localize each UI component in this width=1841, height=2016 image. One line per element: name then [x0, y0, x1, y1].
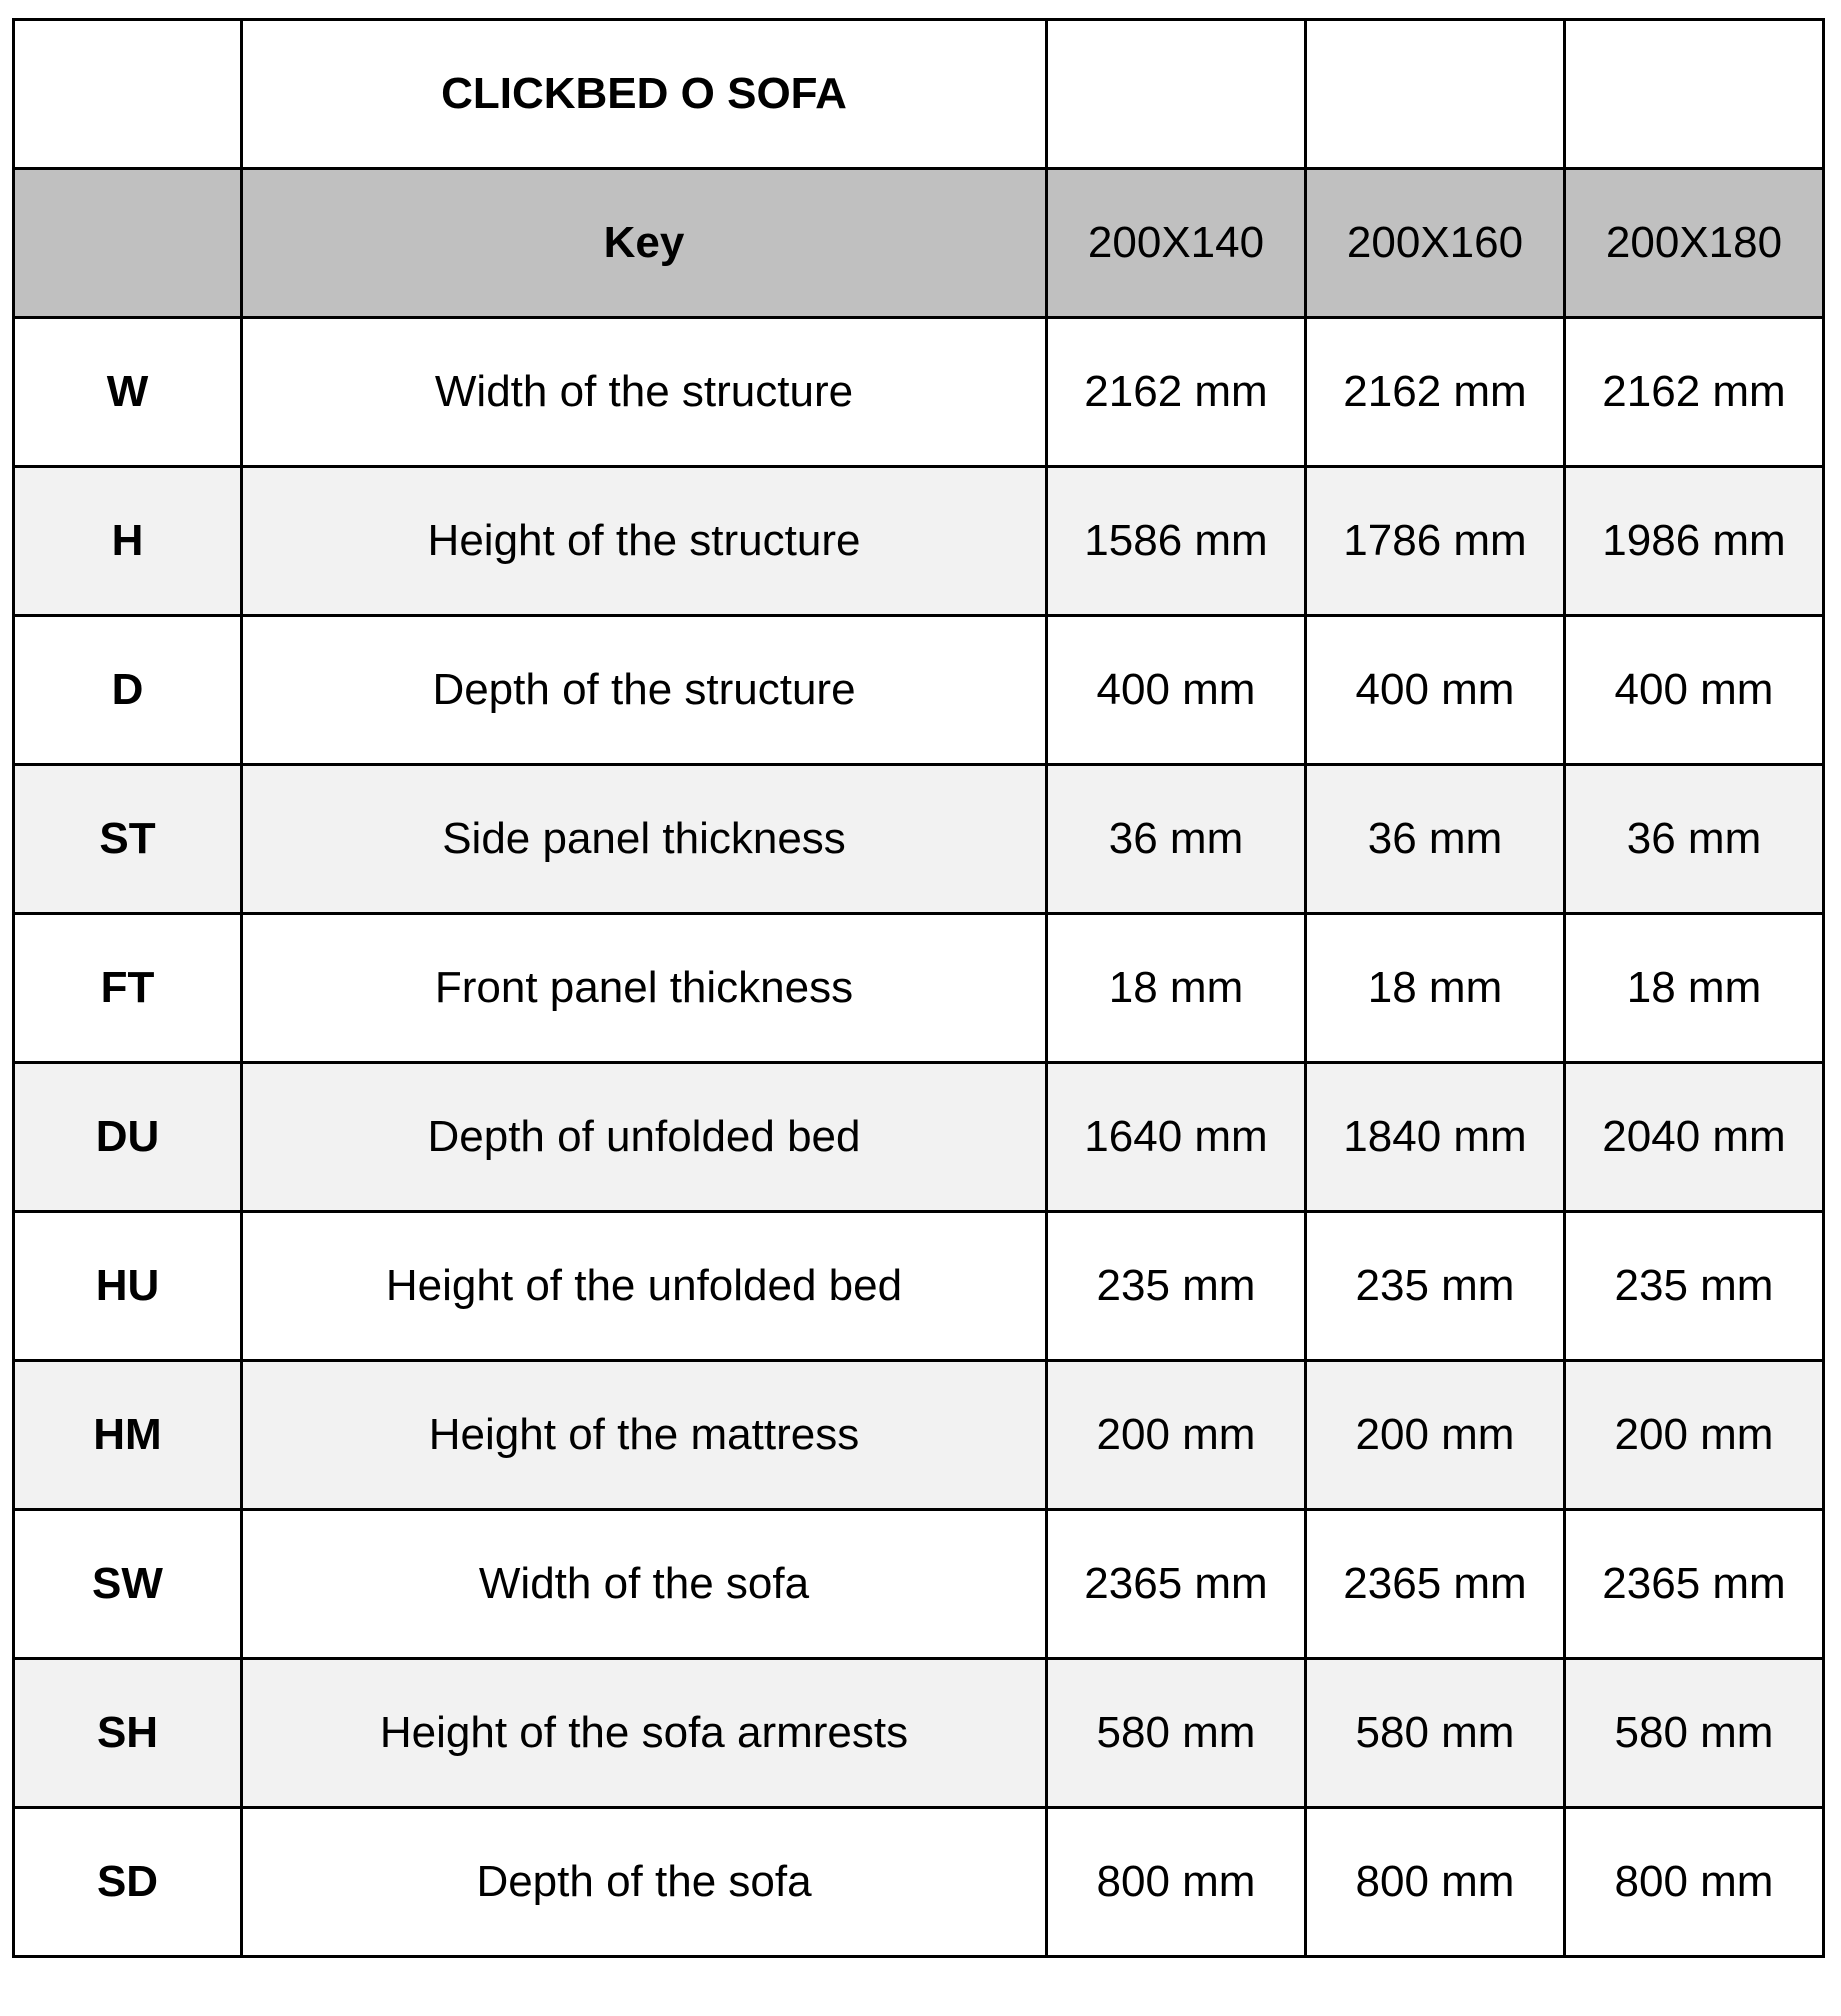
row-value: 200 mm	[1565, 1361, 1824, 1510]
row-value: 18 mm	[1565, 914, 1824, 1063]
row-value: 2162 mm	[1306, 318, 1565, 467]
size-header-200x160: 200X160	[1306, 169, 1565, 318]
row-description: Height of the structure	[242, 467, 1047, 616]
row-description: Width of the sofa	[242, 1510, 1047, 1659]
row-value: 2162 mm	[1047, 318, 1306, 467]
row-value: 2365 mm	[1306, 1510, 1565, 1659]
row-code: DU	[14, 1063, 242, 1212]
row-code: H	[14, 467, 242, 616]
row-value: 36 mm	[1306, 765, 1565, 914]
row-value: 18 mm	[1047, 914, 1306, 1063]
table-row	[14, 1212, 1824, 1361]
row-value: 800 mm	[1565, 1808, 1824, 1957]
row-value: 2365 mm	[1047, 1510, 1306, 1659]
row-code: HU	[14, 1212, 242, 1361]
table-row	[14, 318, 1824, 467]
row-value: 200 mm	[1306, 1361, 1565, 1510]
row-code: D	[14, 616, 242, 765]
table-row	[14, 1659, 1824, 1808]
row-value: 1986 mm	[1565, 467, 1824, 616]
row-description: Depth of the structure	[242, 616, 1047, 765]
row-value: 200 mm	[1047, 1361, 1306, 1510]
row-description: Side panel thickness	[242, 765, 1047, 914]
row-value: 1640 mm	[1047, 1063, 1306, 1212]
row-value: 800 mm	[1306, 1808, 1565, 1957]
empty-cell	[14, 20, 242, 169]
row-code: SH	[14, 1659, 242, 1808]
dimensions-table	[12, 18, 1825, 1958]
row-description: Height of the sofa armrests	[242, 1659, 1047, 1808]
table-row	[14, 1361, 1824, 1510]
row-value: 580 mm	[1306, 1659, 1565, 1808]
row-value: 400 mm	[1306, 616, 1565, 765]
title-row	[14, 20, 1824, 169]
row-value: 400 mm	[1565, 616, 1824, 765]
row-value: 800 mm	[1047, 1808, 1306, 1957]
row-value: 235 mm	[1565, 1212, 1824, 1361]
table-row	[14, 914, 1824, 1063]
row-value: 36 mm	[1565, 765, 1824, 914]
row-code: ST	[14, 765, 242, 914]
row-value: 2162 mm	[1565, 318, 1824, 467]
row-description: Front panel thickness	[242, 914, 1047, 1063]
key-header: Key	[242, 169, 1047, 318]
row-value: 1786 mm	[1306, 467, 1565, 616]
table-row	[14, 765, 1824, 914]
row-code: HM	[14, 1361, 242, 1510]
row-value: 2040 mm	[1565, 1063, 1824, 1212]
table-row	[14, 1063, 1824, 1212]
row-value: 36 mm	[1047, 765, 1306, 914]
table-title: CLICKBED O SOFA	[242, 20, 1047, 169]
row-value: 1840 mm	[1306, 1063, 1565, 1212]
table-row	[14, 1808, 1824, 1957]
table-row	[14, 1510, 1824, 1659]
table-row	[14, 616, 1824, 765]
empty-header-cell	[14, 169, 242, 318]
row-description: Depth of unfolded bed	[242, 1063, 1047, 1212]
empty-cell	[1306, 20, 1565, 169]
empty-cell	[1565, 20, 1824, 169]
size-header-200x180: 200X180	[1565, 169, 1824, 318]
row-code: W	[14, 318, 242, 467]
row-description: Depth of the sofa	[242, 1808, 1047, 1957]
row-value: 580 mm	[1047, 1659, 1306, 1808]
row-value: 580 mm	[1565, 1659, 1824, 1808]
header-row	[14, 169, 1824, 318]
row-description: Height of the mattress	[242, 1361, 1047, 1510]
empty-cell	[1047, 20, 1306, 169]
row-value: 400 mm	[1047, 616, 1306, 765]
row-value: 1586 mm	[1047, 467, 1306, 616]
row-value: 235 mm	[1306, 1212, 1565, 1361]
table-body	[14, 20, 1824, 1957]
row-description: Height of the unfolded bed	[242, 1212, 1047, 1361]
row-value: 235 mm	[1047, 1212, 1306, 1361]
row-code: SD	[14, 1808, 242, 1957]
row-value: 2365 mm	[1565, 1510, 1824, 1659]
row-value: 18 mm	[1306, 914, 1565, 1063]
row-description: Width of the structure	[242, 318, 1047, 467]
row-code: FT	[14, 914, 242, 1063]
size-header-200x140: 200X140	[1047, 169, 1306, 318]
table-row	[14, 467, 1824, 616]
row-code: SW	[14, 1510, 242, 1659]
